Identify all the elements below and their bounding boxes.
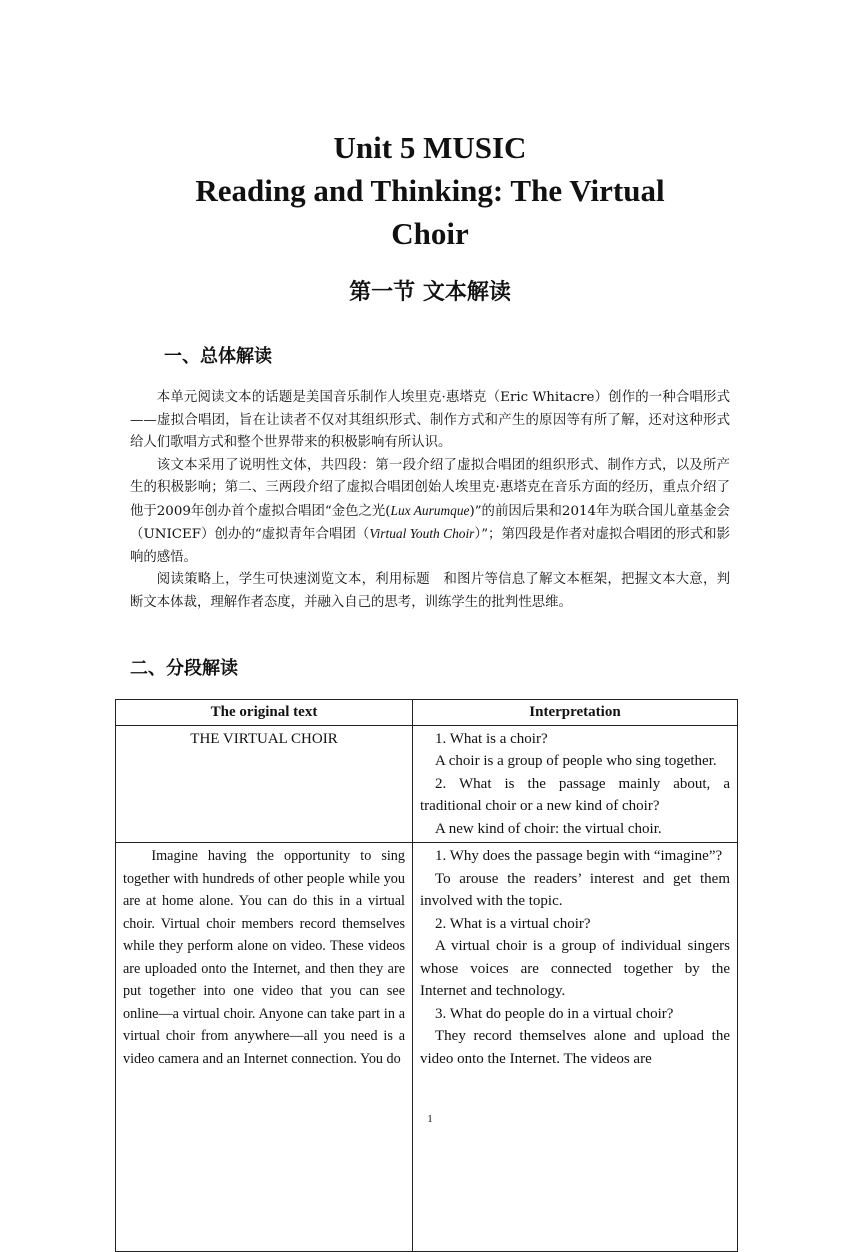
title-line-2: Reading and Thinking: The Virtual <box>195 173 665 208</box>
interpretation-line: To arouse the readers’ interest and get them involved with the topic. <box>420 870 730 909</box>
paragraph-2-part-b: )”的前因后果和2014年为联合国儿童基金会（UNICEF）创办的“虚拟青年合唱团（ <box>130 503 730 542</box>
title-line-1: Unit 5 MUSIC <box>333 130 527 165</box>
interpretation-line: 3. What do people do in a virtual choir? <box>435 1005 674 1022</box>
original-text-clip <box>123 845 405 1249</box>
table-row <box>116 843 738 1252</box>
table-header-row <box>116 700 738 726</box>
interpretation-line: A virtual choir is a group of individual singers whose voices are connected together by the Internet and technology. <box>420 938 730 999</box>
original-text-cell: THE VIRTUAL CHOIR <box>116 725 413 843</box>
overall-paragraph-3: 阅读策略上，学生可快速浏览文本，利用标题 和图片等信息了解文本框架，把握文本大意，判断文本体裁，理解作者态度，并融入自己的思考，训练学生的批判性思维。 <box>130 572 730 610</box>
overall-paragraph-1: 本单元阅读文本的话题是美国音乐制作人埃里克·惠塔克（Eric Whitacre）创作的一种合唱形式——虚拟合唱团，旨在让读者不仅对其组织形式、制作方式和产生的原因等有所了解，还对这种形式给人们歌唱方式和整个世界带来的积极影响有所认识。 <box>130 390 730 450</box>
table-row <box>116 725 738 843</box>
interpretation-line: A choir is a group of people who sing together. <box>435 753 717 769</box>
virtual-youth-choir-title: Virtual Youth Choir <box>369 526 475 541</box>
title-line-3: Choir <box>391 216 469 251</box>
interpretation-line: A new kind of choir: the virtual choir. <box>435 820 662 837</box>
column-header-interpretation: Interpretation <box>413 700 738 726</box>
interpretation-line: 2. What is a virtual choir? <box>435 915 591 932</box>
original-paragraph: Imagine having the opportunity to sing together with hundreds of other people while you are at home alone. You can do this in a virtual choir. Virtual choir members record themselves while they perform alone on video. These videos are uploaded onto the Internet, and then they are put together into one video that you can see online—a virtual choir. Anyone can take part in a virtual choir from anywhere—all you need is a video camera and an Internet connection. You do <box>123 848 405 1067</box>
overall-paragraph-2 <box>130 455 730 570</box>
paragraph-2-part-a: 该文本采用了说明性文体，共四段：第一段介绍了虚拟合唱团的组织形式、制作方式，以及所产生的积极影响；第二、三两段介绍了虚拟合唱团创始人埃里克·惠塔克在音乐方面的经历，重点介绍了他于2009年创办首个虚拟合唱团“金色之光( <box>130 457 730 519</box>
lux-aurumque-title: Lux Aurumque <box>390 502 470 518</box>
interpretation-clip <box>420 845 730 1249</box>
interpretation-line: 1. What is a choir? <box>435 730 548 747</box>
interpretation-line: 1. Why does the passage begin with “imagine”? <box>435 848 723 864</box>
segment-heading: 二、分段解读 <box>130 658 238 679</box>
page-number: 1 <box>427 1113 433 1125</box>
interpretation-cell <box>413 843 738 1252</box>
document-title <box>130 126 730 255</box>
interpretation-line: They record themselves alone and upload the video onto the Internet. The videos are <box>420 1028 730 1067</box>
overall-paragraphs <box>130 387 730 614</box>
section-title: 第一节 文本解读 <box>349 280 511 305</box>
original-text-cell <box>116 843 413 1252</box>
interpretation-cell <box>413 725 738 843</box>
paragraph-2-part-c: ）”；第四段是作者对虚拟合唱团的形式和影响的感悟。 <box>130 527 730 565</box>
overall-heading: 一、总体解读 <box>164 346 272 367</box>
column-header-original: The original text <box>116 700 413 726</box>
interpretation-line: 2. What is the passage mainly about, a traditional choir or a new kind of choir? <box>420 775 730 814</box>
interpretation-table <box>115 699 738 1252</box>
